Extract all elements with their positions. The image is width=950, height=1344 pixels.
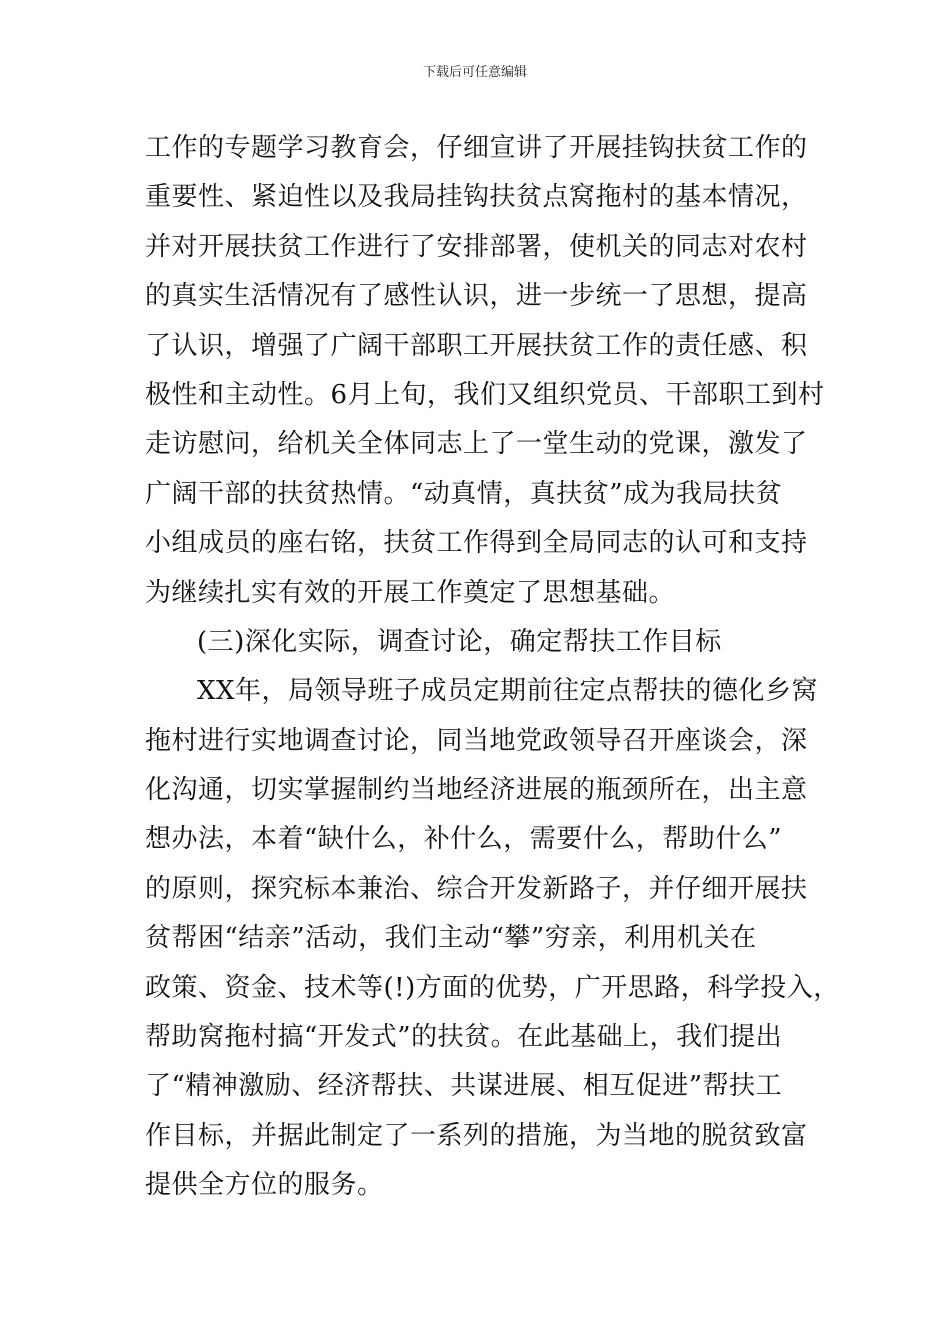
body-line-15: 想办法，本着“缺什么，补什么，需要什么，帮助什么” xyxy=(145,824,783,855)
body-line-9: 小组成员的座右铭，扶贫工作得到全局同志的认可和支持 xyxy=(145,528,808,559)
page-header: 下载后可任意编辑 xyxy=(422,65,527,80)
body-line-5: 了认识，增强了广阔干部职工开展扶贫工作的责任感、积 xyxy=(145,330,808,361)
body-line-18: 政策、资金、技术等(!)方面的优势，广开思路，科学投入， xyxy=(145,972,840,1003)
body-line-16: 的原则，探究标本兼治、综合开发新路子，并仔细开展扶 xyxy=(145,873,808,904)
body-line-21: 作目标，并据此制定了一系列的措施，为当地的脱贫致富 xyxy=(145,1120,808,1151)
body-line-10: 为继续扎实有效的开展工作奠定了思想基础。 xyxy=(145,577,676,608)
body-line-19: 帮助窝拖村搞“开发式”的扶贫。在此基础上，我们提出 xyxy=(145,1022,783,1053)
section-heading: (三)深化实际，调查讨论，确定帮扶工作目标 xyxy=(197,626,722,657)
body-line-2: 重要性、紧迫性以及我局挂钩扶贫点窝拖村的基本情况， xyxy=(145,182,808,213)
body-line-14: 化沟通，切实掌握制约当地经济进展的瓶颈所在，出主意 xyxy=(145,775,808,806)
body-line-1: 工作的专题学习教育会，仔细宣讲了开展挂钩扶贫工作的 xyxy=(145,133,808,163)
body-line-13: 拖村进行实地调查讨论，同当地党政领导召开座谈会，深 xyxy=(145,725,808,756)
body-line-17: 贫帮困“结亲”活动，我们主动“攀”穷亲，利用机关在 xyxy=(145,923,757,954)
body-line-3: 并对开展扶贫工作进行了安排部署，使机关的同志对农村 xyxy=(145,231,808,262)
body-line-12: XX年，局领导班子成员定期前往定点帮扶的德化乡窝 xyxy=(197,676,819,707)
body-line-6: 极性和主动性。6月上旬，我们又组织党员、干部职工到村 xyxy=(145,379,825,410)
body-line-4: 的真实生活情况有了感性认识，进一步统一了思想，提高 xyxy=(145,281,808,312)
body-line-20: 了“精神激励、经济帮扶、共谋进展、相互促进”帮扶工 xyxy=(145,1071,783,1102)
body-text xyxy=(145,124,840,1211)
body-line-22: 提供全方位的服务。 xyxy=(145,1170,384,1201)
body-line-7: 走访慰问，给机关全体同志上了一堂生动的党课，激发了 xyxy=(145,429,808,460)
body-line-8: 广阔干部的扶贫热情。“动真情，真扶贫”成为我局扶贫 xyxy=(145,478,783,509)
